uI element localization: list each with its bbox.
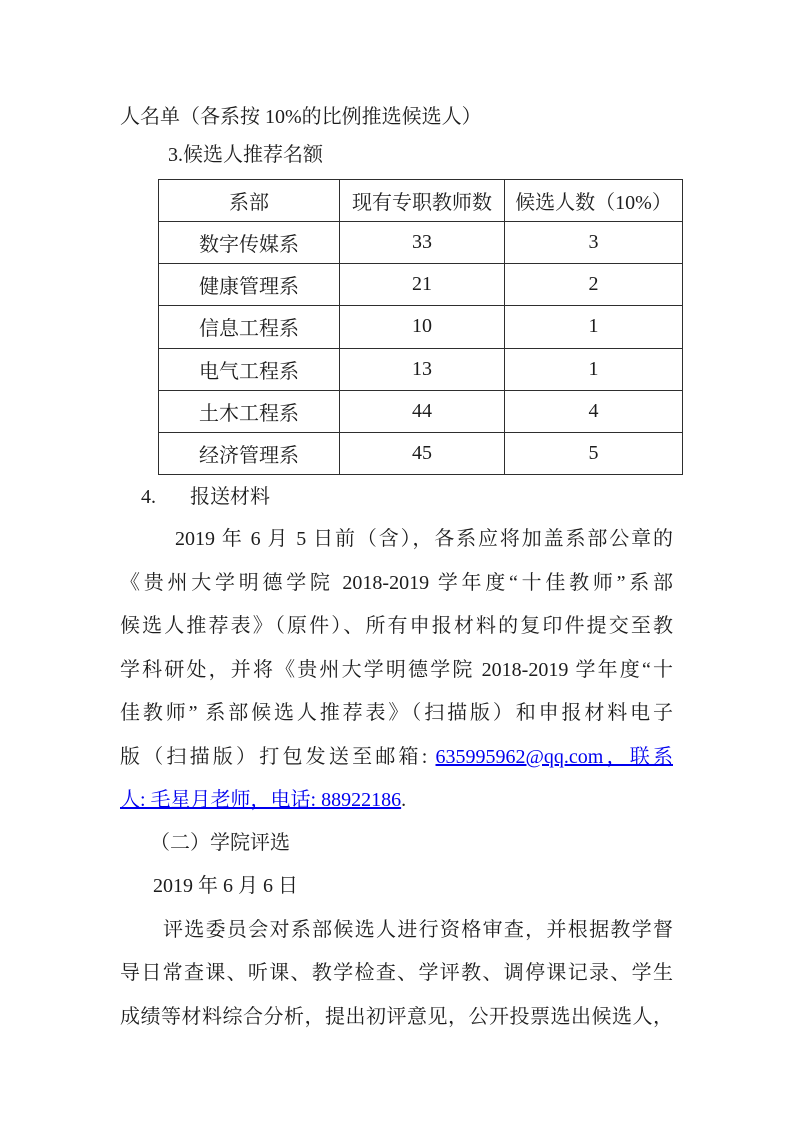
table-header-candidate-count: 候选人数（10%）	[505, 180, 683, 222]
paragraph-submit-line-6	[120, 736, 673, 779]
table-cell-teachers: 13	[340, 348, 505, 390]
candidate-quota-table	[158, 179, 683, 475]
section-2-heading: （二）学院评选	[150, 832, 290, 854]
date-line: 2019 年 6 月 6 日	[153, 875, 298, 897]
table-row	[159, 264, 683, 306]
table-cell-teachers: 10	[340, 306, 505, 348]
table-cell-teachers: 21	[340, 264, 505, 306]
table-cell-candidates: 3	[505, 222, 683, 264]
table-cell-department: 经济管理系	[159, 432, 340, 474]
table-cell-department: 信息工程系	[159, 306, 340, 348]
table-header-row	[159, 180, 683, 222]
paragraph-submit-line-2: 《贵州大学明德学院 2018-2019 学年度“十佳教师”系部	[120, 572, 673, 594]
table-row	[159, 390, 683, 432]
paragraph-review-line-3: 成绩等材料综合分析，提出初评意见，公开投票选出候选人，	[120, 1006, 673, 1028]
email-link[interactable]: 635995962@qq.com，联系	[435, 746, 673, 768]
table-header-teacher-count: 现有专职教师数	[340, 180, 505, 222]
sentence-period: .	[401, 789, 407, 811]
table-row	[159, 432, 683, 474]
table-row	[159, 348, 683, 390]
table-row	[159, 306, 683, 348]
paragraph-submit-line-7	[120, 779, 673, 822]
table-cell-teachers: 33	[340, 222, 505, 264]
table-cell-teachers: 44	[340, 390, 505, 432]
table-cell-department: 健康管理系	[159, 264, 340, 306]
table-cell-department: 电气工程系	[159, 348, 340, 390]
intro-line: 人名单（各系按 10%的比例推选候选人）	[120, 106, 482, 128]
contact-phone-link[interactable]: 人: 毛星月老师，电话: 88922186	[120, 789, 402, 811]
paragraph-submit-line-5: 佳教师” 系部候选人推荐表》（扫描版）和申报材料电子	[120, 702, 673, 724]
mailbox-label: 版（扫描版）打包发送至邮箱:	[120, 746, 436, 768]
table-cell-candidates: 1	[505, 306, 683, 348]
table-cell-department: 数字传媒系	[159, 222, 340, 264]
paragraph-submit-line-3: 候选人推荐表》（原件）、所有申报材料的复印件提交至教	[120, 615, 673, 637]
section-3-heading: 3.候选人推荐名额	[168, 144, 323, 166]
table-header-department: 系部	[159, 180, 340, 222]
table-cell-candidates: 2	[505, 264, 683, 306]
section-4-number: 4.	[141, 486, 156, 508]
table-cell-teachers: 45	[340, 432, 505, 474]
section-4-title: 报送材料	[190, 486, 270, 508]
paragraph-review-line-1: 评选委员会对系部候选人进行资格审查，并根据教学督	[163, 919, 673, 941]
paragraph-submit-line-1: 2019 年 6 月 5 日前（含），各系应将加盖系部公章的	[175, 528, 673, 550]
table-cell-candidates: 1	[505, 348, 683, 390]
table-cell-candidates: 5	[505, 432, 683, 474]
section-4-heading	[120, 476, 673, 519]
paragraph-submit-line-4: 学科研处，并将《贵州大学明德学院 2018-2019 学年度“十	[120, 659, 673, 681]
paragraph-review-line-2: 导日常查课、听课、教学检查、学评教、调停课记录、学生	[120, 962, 673, 984]
table-row	[159, 222, 683, 264]
table-cell-department: 土木工程系	[159, 390, 340, 432]
table-cell-candidates: 4	[505, 390, 683, 432]
